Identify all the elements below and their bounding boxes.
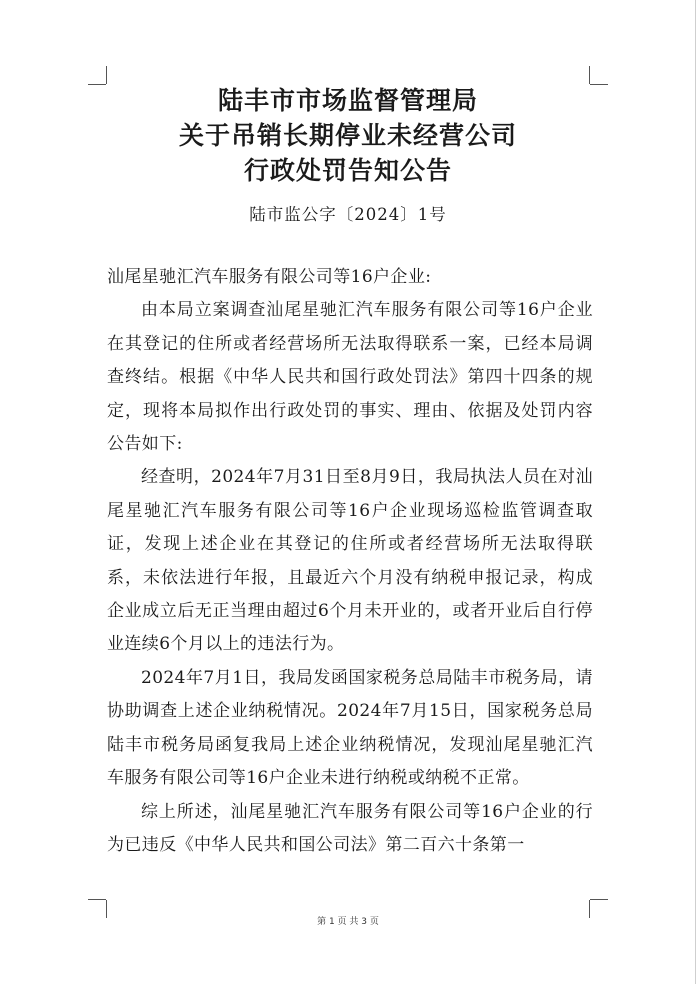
salutation: 汕尾星驰汇汽车服务有限公司等16户企业: [107,267,432,287]
page-footer: 第 1 页 共 3 页 [317,917,379,927]
crop-mark-top-left [106,66,107,84]
crop-mark-bottom-right [590,899,608,900]
document-body [107,261,593,862]
paragraph-2: 经查明，2024年7月31日至8月9日，我局执法人员在对汕尾星驰汇汽车服务有限公司等16户企业现场巡检监管调查取证，发现上述企业在其登记的住所或者经营场所无法取得联系，未依法进行年报，且最近六个月没有纳税申报记录，构成企业成立后无正当理由超过6个月未开业的，或者开业后自行停业连续6个月以上的违法行为。 [107,467,593,655]
crop-mark-top-right [589,66,590,84]
paragraph-1: 由本局立案调查汕尾星驰汇汽车服务有限公司等16户企业在其登记的住所或者经营场所无法取得联系一案，已经本局调查终结。根据《中华人民共和国行政处罚法》第四十四条的规定，现将本局拟作出行政处罚的事实、理由、依据及处罚内容公告如下: [107,300,593,455]
title-line-3: 行政处罚告知公告 [243,156,452,185]
paragraph-3: 2024年7月1日，我局发函国家税务总局陆丰市税务局，请协助调查上述企业纳税情况。2024年7月15日，国家税务总局陆丰市税务局函复我局上述企业纳税情况，发现汕尾星驰汇汽车服务有限公司等16户企业未进行纳税或纳税不正常。 [107,667,593,789]
document-title [0,84,696,189]
title-line-1: 陆丰市市场监督管理局 [217,86,478,115]
document-number: 陆市监公字〔2024〕1号 [249,205,447,224]
title-line-2: 关于吊销长期停业未经营公司 [178,121,517,150]
paragraph-4: 综上所述，汕尾星驰汇汽车服务有限公司等16户企业的行为已违反《中华人民共和国公司法》第二百六十条第一 [107,801,593,855]
crop-mark-bottom-left [88,899,106,900]
